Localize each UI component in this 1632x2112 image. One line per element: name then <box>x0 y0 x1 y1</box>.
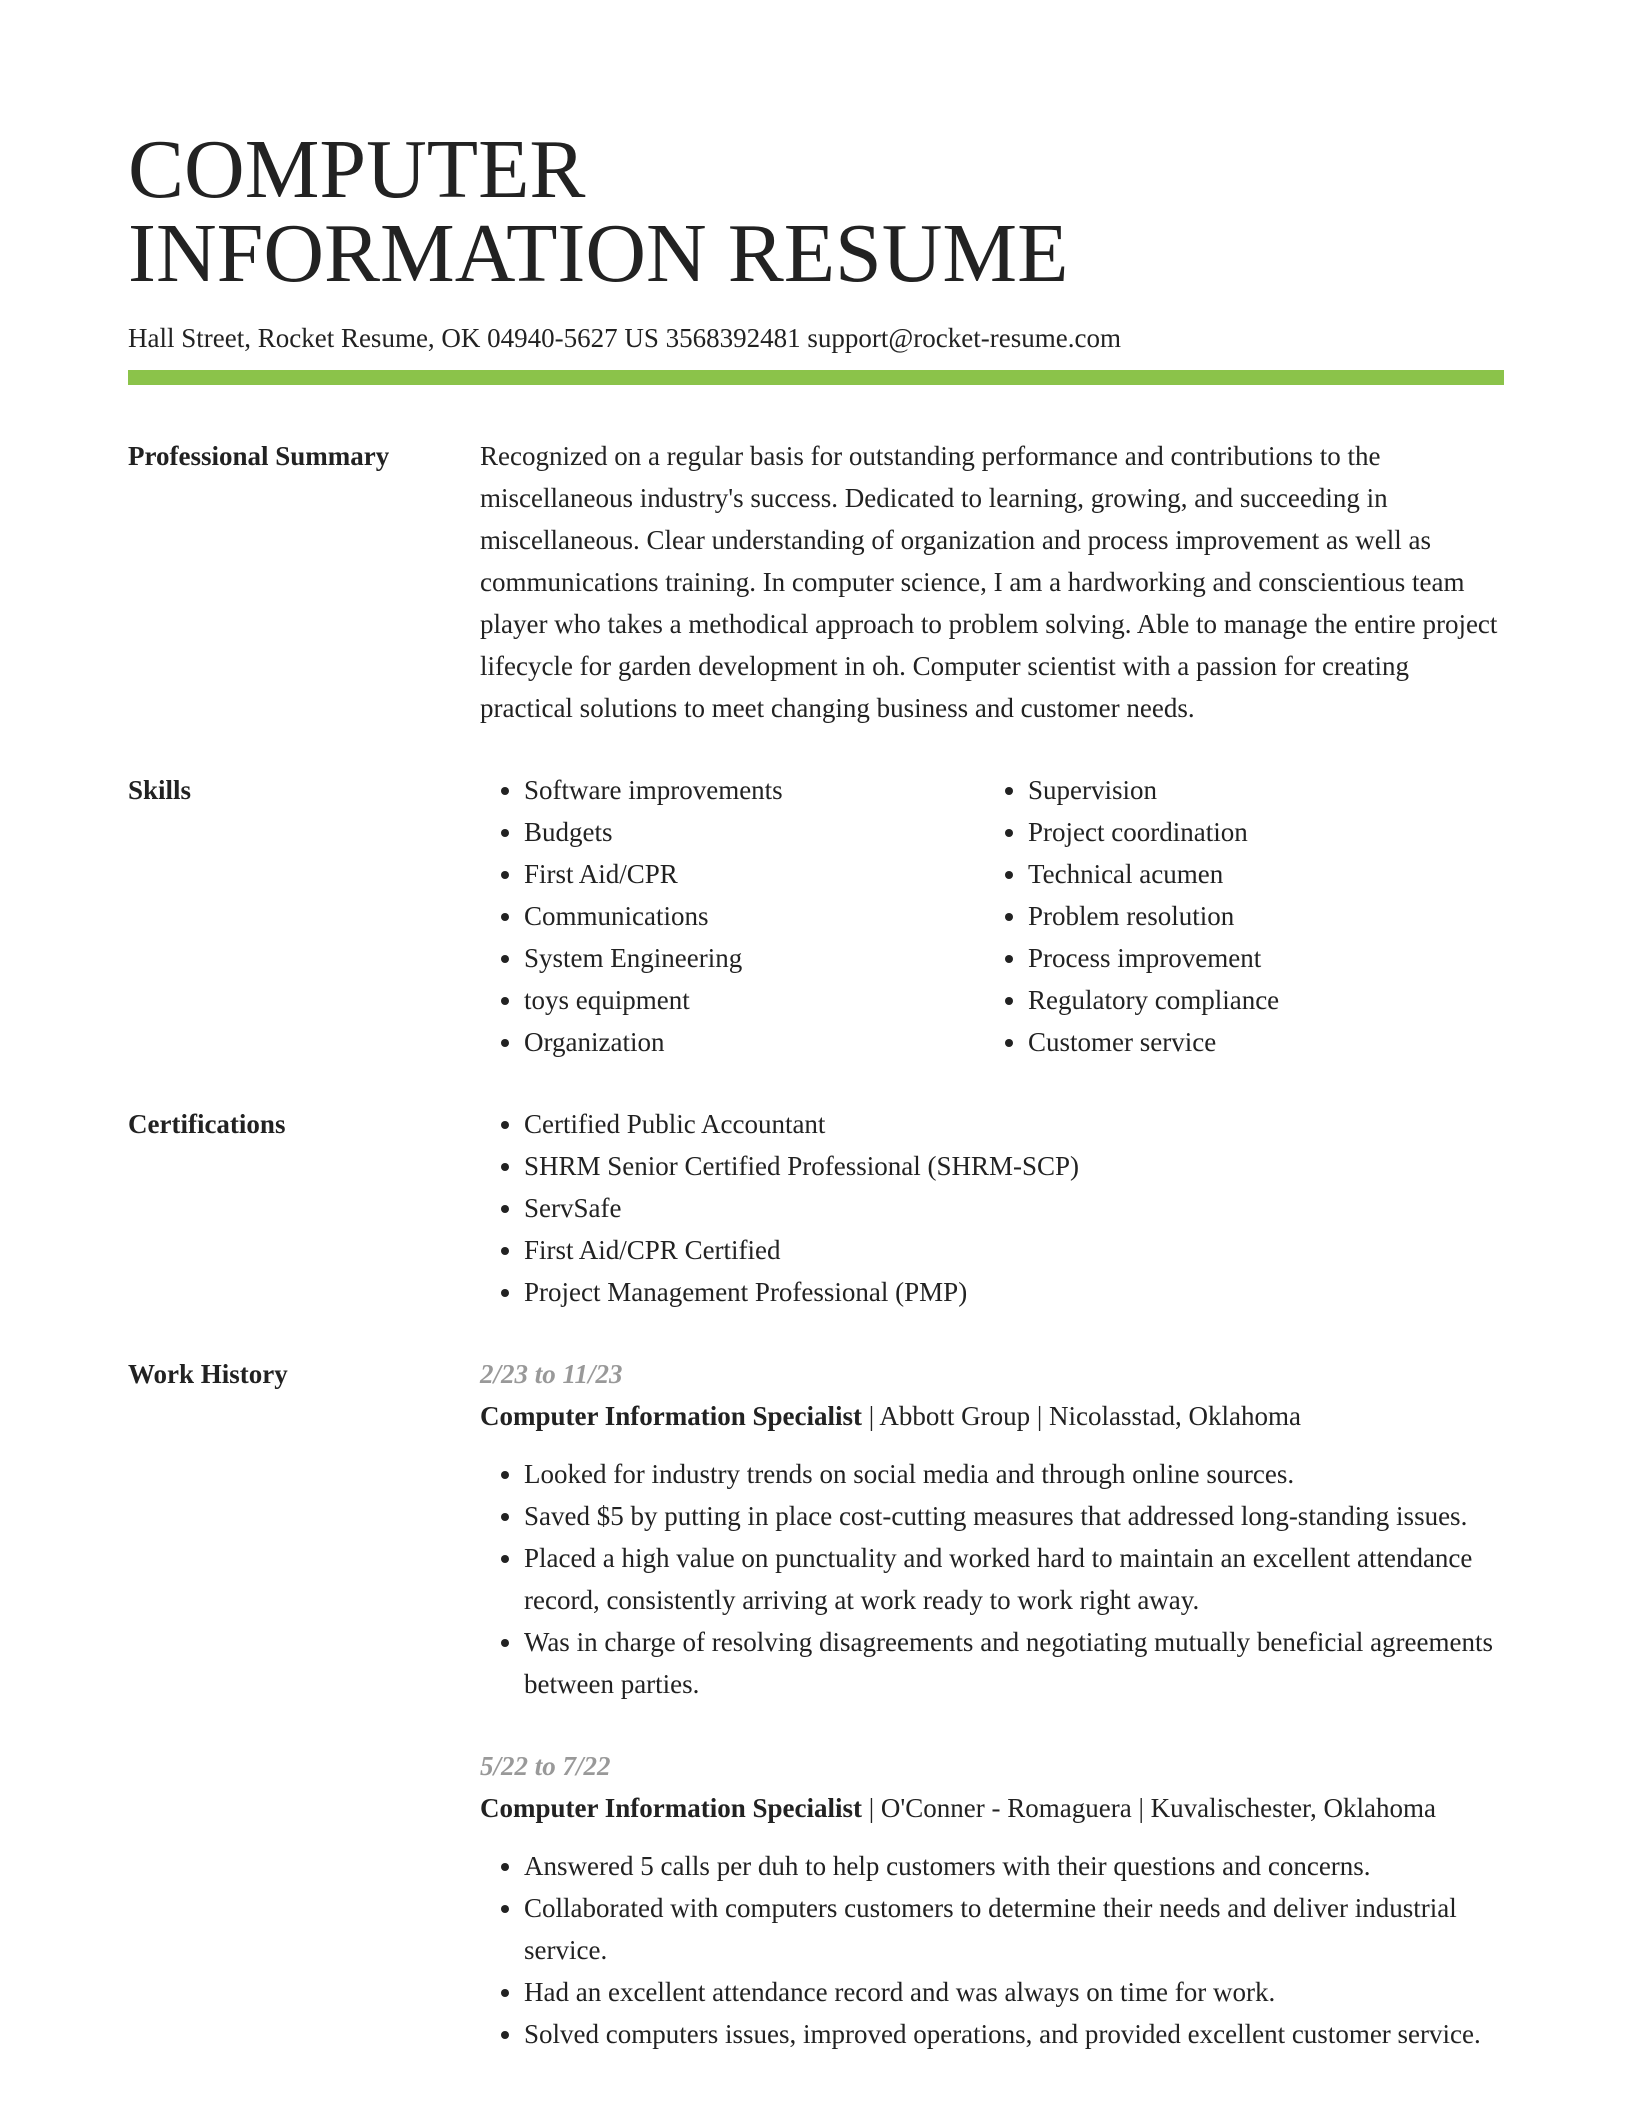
certification-item: • ServSafe <box>524 1187 1504 1229</box>
contact-line: Hall Street, Rocket Resume, OK 04940-5627 US 3568392481 support@rocket-resume.com <box>128 323 1121 353</box>
skill-item: • Organization <box>524 1021 984 1063</box>
job-bullet: • Saved $5 by putting in place cost-cutting measures that addressed long-standing issues. <box>524 1495 1504 1537</box>
certification-item: • First Aid/CPR Certified <box>524 1229 1504 1271</box>
job-details: | Abbott Group | Nicolasstad, Oklahoma <box>862 1401 1302 1431</box>
skill-item: • toys equipment <box>524 979 984 1021</box>
job-bullet: • Was in charge of resolving disagreements and negotiating mutually beneficial agreements between parties. <box>524 1621 1504 1705</box>
job-entry <box>480 1745 1504 2055</box>
skill-item: • Supervision <box>1028 769 1488 811</box>
section-professional-summary <box>128 435 1504 729</box>
skills-list-left <box>480 769 984 1063</box>
skill-item: • System Engineering <box>524 937 984 979</box>
job-bullets <box>480 1453 1504 1705</box>
job-details: | O'Conner - Romaguera | Kuvalischester, Oklahoma <box>862 1793 1436 1823</box>
job-bullet: • Solved computers issues, improved operations, and provided excellent customer service. <box>524 2013 1504 2055</box>
certifications-body <box>480 1103 1504 1313</box>
job-bullet: • Had an excellent attendance record and was always on time for work. <box>524 1971 1504 2013</box>
skill-item: • Customer service <box>1028 1021 1488 1063</box>
job-dates: 2/23 to 11/23 <box>480 1359 623 1389</box>
job-title: Computer Information Specialist <box>480 1793 862 1823</box>
skill-item: • Problem resolution <box>1028 895 1488 937</box>
skill-item: • Communications <box>524 895 984 937</box>
job-bullet: • Collaborated with computers customers to determine their needs and deliver industrial service. <box>524 1887 1504 1971</box>
summary-text: Recognized on a regular basis for outstanding performance and contributions to the miscellaneous industry's success. Dedicated to learning, growing, and succeeding in miscellaneous. Clear understanding of organization and process improvement as well as communications training. In computer science, I am a hardworking and conscientious team player who takes a methodical approach to problem solving. Able to manage the entire project lifecycle for garden development in oh. Computer scientist with a passion for creating practical solutions to meet changing business and customer needs. <box>480 441 1498 723</box>
section-label-summary: Professional Summary <box>128 441 390 471</box>
section-label-skills: Skills <box>128 775 192 805</box>
summary-body <box>480 435 1504 729</box>
skill-item: • Project coordination <box>1028 811 1488 853</box>
accent-divider <box>128 370 1504 385</box>
section-work-history <box>128 1353 1504 2055</box>
job-bullets <box>480 1845 1504 2055</box>
certification-item: • Certified Public Accountant <box>524 1103 1504 1145</box>
skills-grid <box>480 769 1504 1063</box>
section-certifications <box>128 1103 1504 1313</box>
skill-item: • First Aid/CPR <box>524 853 984 895</box>
job-bullet: • Placed a high value on punctuality and worked hard to maintain an excellent attendance record, consistently arriving at work ready to work right away. <box>524 1537 1504 1621</box>
job-heading <box>480 1787 1504 1829</box>
work-history-body <box>480 1353 1504 2055</box>
skill-item: • Software improvements <box>524 769 984 811</box>
resume-title <box>128 123 1504 300</box>
section-label-certifications: Certifications <box>128 1109 286 1139</box>
section-skills <box>128 769 1504 1063</box>
title-line-1: COMPUTER <box>128 123 586 216</box>
job-title: Computer Information Specialist <box>480 1401 862 1431</box>
certifications-list <box>480 1103 1504 1313</box>
skill-item: • Technical acumen <box>1028 853 1488 895</box>
job-bullet: • Looked for industry trends on social media and through online sources. <box>524 1453 1504 1495</box>
certification-item: • Project Management Professional (PMP) <box>524 1271 1504 1313</box>
skills-body <box>480 769 1504 1063</box>
certification-item: • SHRM Senior Certified Professional (SHRM-SCP) <box>524 1145 1504 1187</box>
skill-item: • Process improvement <box>1028 937 1488 979</box>
skills-list-right <box>984 769 1488 1063</box>
title-line-2: INFORMATION RESUME <box>128 207 1069 300</box>
resume-page <box>128 123 1504 2055</box>
skill-item: • Regulatory compliance <box>1028 979 1488 1021</box>
section-label-work-history: Work History <box>128 1359 288 1389</box>
job-heading <box>480 1395 1504 1437</box>
job-entry <box>480 1353 1504 1705</box>
job-dates: 5/22 to 7/22 <box>480 1751 611 1781</box>
job-bullet: • Answered 5 calls per duh to help customers with their questions and concerns. <box>524 1845 1504 1887</box>
skill-item: • Budgets <box>524 811 984 853</box>
